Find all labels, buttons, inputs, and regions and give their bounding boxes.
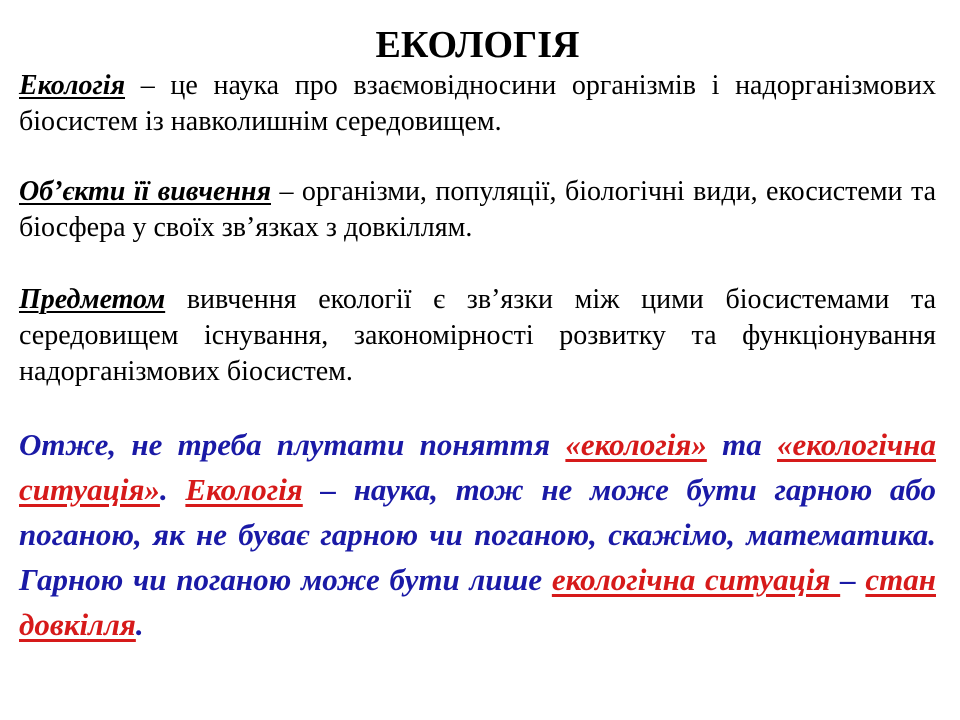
conclusion-text-2: та	[706, 427, 778, 462]
definition-term: Екологія	[19, 70, 126, 101]
conclusion-text-3: .	[159, 472, 186, 507]
page-title: ЕКОЛОГІЯ	[375, 24, 580, 66]
conclusion-text-1: Отже, не треба плутати поняття	[19, 427, 566, 462]
highlight-ecology-quoted: «екологія»	[565, 427, 707, 462]
conclusion-text-6: .	[135, 607, 144, 642]
subject-term: Предметом	[19, 284, 166, 315]
slide	[19, 0, 936, 647]
definition-text: – це наука про взаємовідносини організмів і надорганізмових біосистем із навколишнім середовищем.	[19, 70, 936, 137]
conclusion-text-4: – наука, тож не може бути гарною або поганою, як не буває гарною чи поганою, скажімо, математика. Гарною чи поганою може бути лише	[19, 472, 936, 597]
conclusion-paragraph	[19, 422, 936, 647]
subject-text: вивчення екології є зв’язки між цими біосистемами та середовищем існування, закономірності розвитку та функціонування надорганізмових біосистем.	[19, 284, 936, 387]
objects-paragraph	[19, 174, 936, 246]
objects-text: – організми, популяції, біологічні види, екосистеми та біосфера у своїх зв’язках з довкіллям.	[19, 176, 936, 243]
highlight-ecology: Екологія	[185, 472, 303, 507]
highlight-ecological-situation: екологічна ситуація	[551, 562, 841, 597]
highlight-environment-state: стан довкілля	[19, 562, 936, 642]
definition-paragraph	[19, 68, 936, 140]
conclusion-text-5: –	[840, 562, 866, 597]
subject-paragraph	[19, 282, 936, 390]
objects-term: Об’єкти її вивчення	[19, 176, 271, 207]
highlight-ecological-situation-quoted: «екологічна ситуація»	[19, 427, 936, 507]
